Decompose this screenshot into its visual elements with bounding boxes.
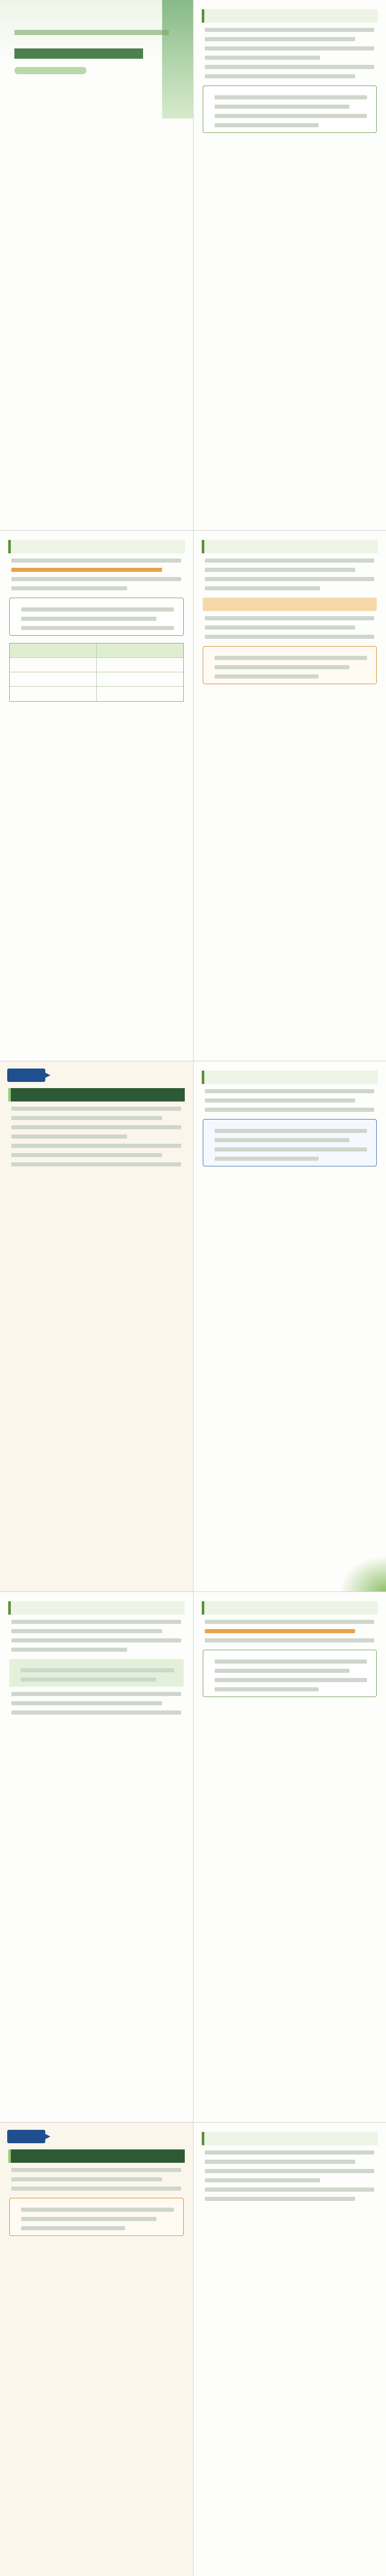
slide-intro xyxy=(193,0,386,531)
content-box xyxy=(9,598,184,636)
content-box xyxy=(203,1650,377,1697)
content-box xyxy=(9,2198,184,2236)
section-title xyxy=(202,540,378,553)
data-table xyxy=(9,643,184,702)
cover-title xyxy=(14,48,143,59)
section-title xyxy=(202,1601,378,1615)
slide-2 xyxy=(193,531,386,1061)
cover-subtitle xyxy=(14,30,169,35)
section-badge xyxy=(7,1069,45,1082)
section-title xyxy=(202,9,378,23)
decorative-grass xyxy=(340,1555,386,1591)
content-box xyxy=(203,86,377,133)
section-title xyxy=(202,2132,378,2145)
section-title xyxy=(8,1088,185,1101)
slide-7 xyxy=(0,2123,193,2576)
slide-3 xyxy=(0,1061,193,1592)
section-badge xyxy=(7,2130,45,2143)
section-title xyxy=(202,1071,378,1084)
section-title xyxy=(8,540,185,553)
cover-link[interactable] xyxy=(14,67,86,74)
slide-8 xyxy=(193,2123,386,2576)
section-title xyxy=(8,1601,185,1615)
note-box xyxy=(9,1659,184,1687)
slide-cover xyxy=(0,0,193,531)
content-box xyxy=(203,646,377,684)
slide-5 xyxy=(0,1592,193,2123)
slide-1 xyxy=(0,531,193,1061)
highlight-bar xyxy=(203,598,377,611)
slide-4 xyxy=(193,1061,386,1592)
section-title xyxy=(8,2149,185,2163)
content-box xyxy=(203,1119,377,1166)
slide-6 xyxy=(193,1592,386,2123)
cover-art xyxy=(162,0,193,118)
